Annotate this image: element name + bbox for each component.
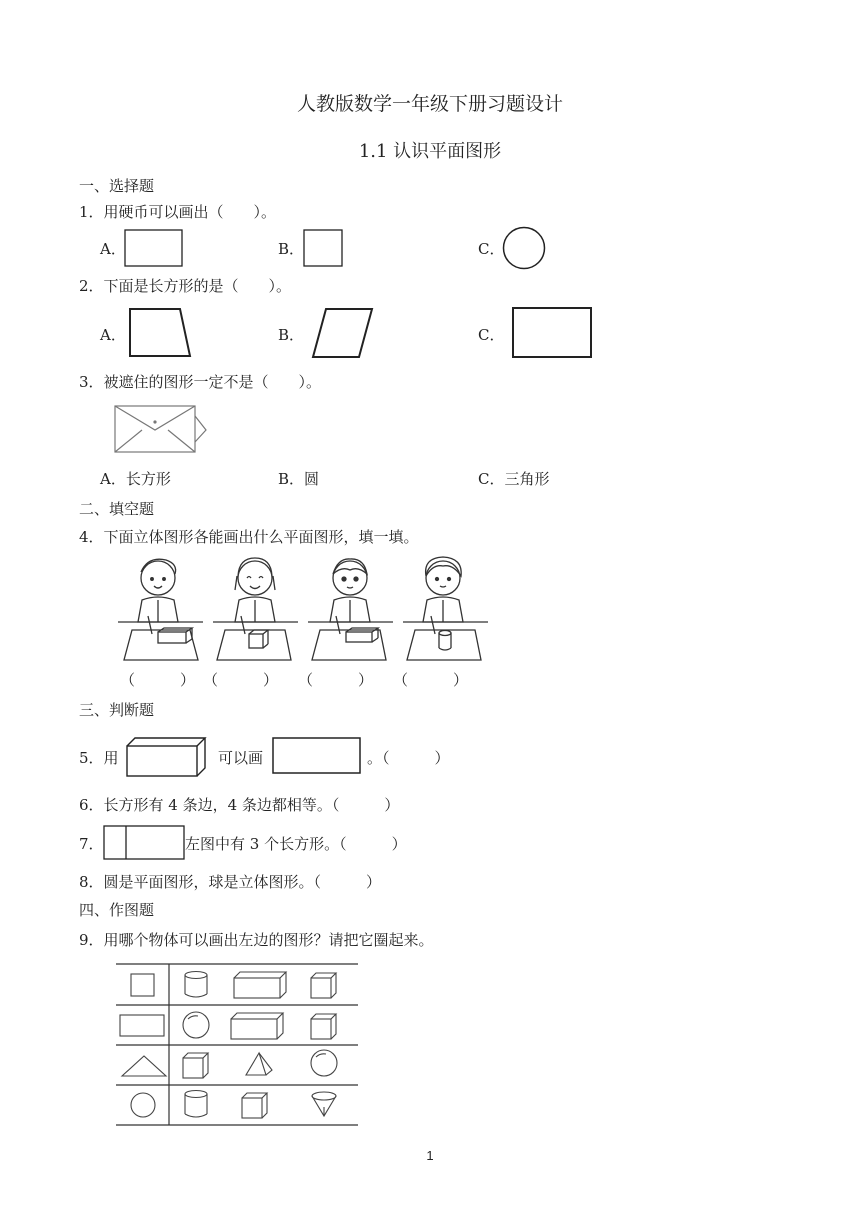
triangle-icon	[122, 1056, 166, 1076]
cylinder-icon	[185, 972, 207, 998]
page-number: 1	[426, 1148, 434, 1163]
section-heading-choice: 一、选择题	[79, 177, 155, 195]
question-5-suffix: 。（ ）	[367, 749, 450, 767]
cube-icon	[311, 973, 336, 998]
trapezoid-icon	[128, 307, 194, 361]
square-icon	[303, 229, 345, 269]
q1-option-c-label: C．	[478, 240, 505, 258]
rectangle-icon	[511, 306, 595, 360]
q1-option-a-label: A．	[100, 240, 126, 258]
cuboid-icon	[234, 972, 286, 998]
section-heading-fill: 二、填空题	[79, 500, 155, 518]
question-7-text: 左图中有 3 个长方形。（ ）	[185, 835, 407, 853]
question-8: 8．圆是平面图形，球是立体图形。（ ）	[79, 873, 382, 891]
parallelogram-icon	[311, 307, 375, 361]
q4-blank-1[interactable]: （ ）	[120, 671, 196, 689]
cylinder-icon	[185, 1091, 207, 1118]
q4-blank-2[interactable]: （ ）	[203, 671, 279, 689]
children-drawing-illustration	[118, 550, 488, 665]
question-5-middle: 可以画	[218, 749, 264, 767]
sphere-icon	[311, 1050, 337, 1076]
question-3-stem: 3．被遮住的图形一定不是（ ）。	[79, 373, 322, 391]
section-heading-draw: 四、作图题	[79, 901, 155, 919]
q3-option-b: B．圆	[278, 470, 320, 488]
question-6: 6．长方形有 4 条边，4 条边都相等。（ ）	[79, 796, 400, 814]
divided-rectangle-icon	[103, 825, 187, 861]
cube-icon	[311, 1014, 336, 1039]
rectangle-icon	[120, 1015, 164, 1036]
page-title: 人教版数学一年级下册习题设计	[296, 93, 563, 115]
q1-option-b-label: B．	[278, 240, 305, 258]
q4-blank-4[interactable]: （ ）	[393, 671, 469, 689]
question-5-prefix: 5．用	[79, 749, 119, 767]
cuboid-icon	[125, 737, 211, 779]
circle-icon	[131, 1093, 155, 1117]
question-7-prefix: 7．	[79, 835, 104, 853]
cube-icon	[183, 1053, 208, 1078]
section-heading-judge: 三、判断题	[79, 701, 155, 719]
question-9-stem: 9．用哪个物体可以画出左边的图形？请把它圈起来。	[79, 931, 434, 949]
q2-option-c-label: C．	[478, 326, 505, 344]
q2-option-b-label: B．	[278, 326, 305, 344]
question-2-stem: 2．下面是长方形的是（ ）。	[79, 277, 292, 295]
circle-icon	[502, 226, 548, 272]
question-1-stem: 1．用硬币可以画出（ ）。	[79, 203, 277, 221]
question-4-stem: 4．下面立体图形各能画出什么平面图形，填一填。	[79, 528, 419, 546]
envelope-icon	[112, 404, 212, 456]
rectangle-icon	[271, 736, 363, 776]
sphere-icon	[183, 1012, 209, 1038]
q3-option-c: C．三角形	[478, 470, 550, 488]
page-subtitle: 1.1 认识平面图形	[358, 141, 502, 162]
q2-option-a-label: A．	[100, 326, 126, 344]
square-icon	[131, 974, 154, 996]
q3-option-a: A．长方形	[100, 470, 171, 488]
pyramid-icon	[246, 1053, 272, 1075]
cube-icon	[242, 1093, 267, 1118]
q4-blank-3[interactable]: （ ）	[298, 671, 374, 689]
shape-object-table	[116, 963, 360, 1127]
rectangle-icon	[124, 229, 184, 269]
cuboid-icon	[231, 1013, 283, 1039]
cone-icon	[312, 1092, 336, 1116]
